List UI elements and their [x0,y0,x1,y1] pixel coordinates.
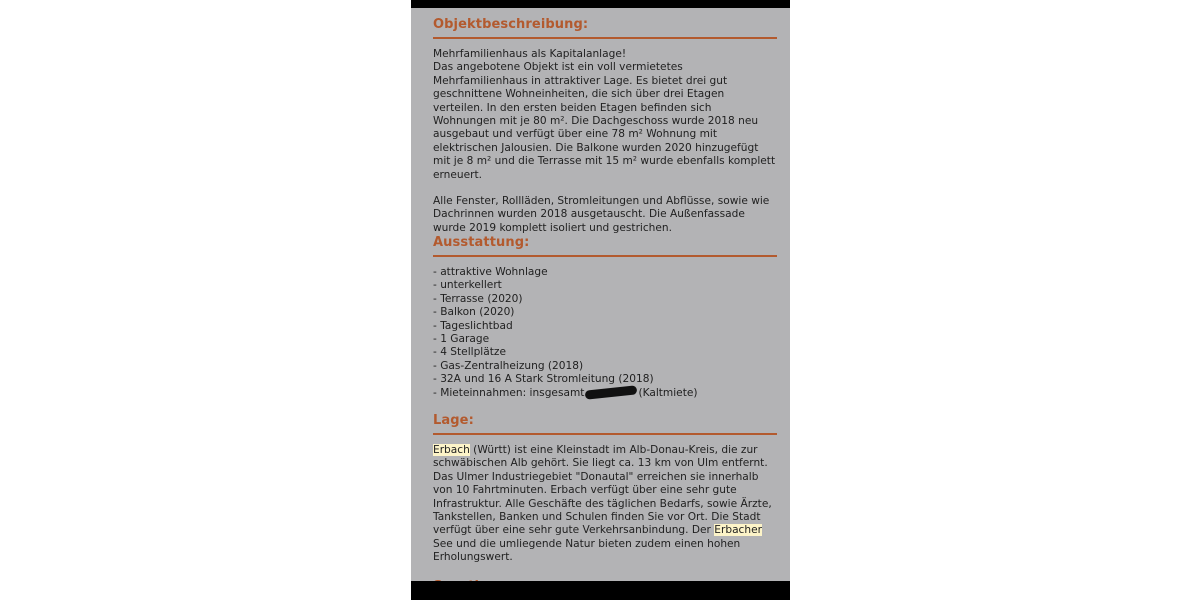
heading-divider [433,37,777,39]
listing-page[interactable] [411,8,790,581]
section-lage [433,413,777,565]
feature-list [433,266,777,400]
highlighted-text: Erbach [433,444,470,456]
list-item: - Balkon (2020) [433,306,515,319]
section-heading: Lage: [433,413,474,428]
rent-label: - Mieteinnahmen: insgesamt [433,386,585,399]
section-body [433,48,777,235]
list-item: - attraktive Wohnlage [433,266,548,278]
list-item: - 1 Garage [433,333,490,346]
heading-divider [433,433,777,435]
list-item: - Gas-Zentralheizung (2018) [433,359,584,372]
paragraph-title: Mehrfamilienhaus als Kapitalanlage! [433,48,627,60]
bottom-black-bar [411,581,790,600]
paragraph: Alle Fenster, Rollläden, Stromleitungen und Abflüsse, sowie wie Dachrinnen wurden 2018 ausgetauscht. Die Außenfassade wurde 2019 komplett isoliert und gestrichen. [433,195,770,234]
highlighted-text: Erbacher [714,524,762,537]
section-objektbeschreibung [433,17,777,235]
section-heading: Ausstattung: [433,235,530,250]
heading-divider [433,255,777,257]
list-item-rent [433,387,777,400]
rent-suffix: (Kaltmiete) [638,386,698,399]
section-heading: Objektbeschreibung: [433,17,589,32]
list-item: - 32A und 16 A Stark Stromleitung (2018) [433,373,654,386]
list-item: - Tageslichtbad [433,319,513,332]
phone-screen [411,0,790,600]
paragraph: Das angebotene Objekt ist ein voll vermietetes Mehrfamilienhaus in attraktiver Lage. Es bietet drei gut geschnittene Wohneinheiten, die sich über drei Etagen verteilen. In den ersten beiden Etagen befinden sich Wohnungen mit je 80 m². Die Dachgeschoss wurde 2018 neu ausgebaut und verfügt über eine 78 m² Wohnung mit elektrischen Jalousien. Die Balkone wurden 2020 hinzugefügt mit je 8 m² und die Terrasse mit 15 m² wurde ebenfalls komplett erneuert. [433,61,776,181]
section-body [433,444,777,565]
section-ausstattung [433,235,777,400]
paragraph [433,444,777,565]
list-item: - Terrasse (2020) [433,292,523,305]
paragraph-text: (Württ) ist eine Kleinstadt im Alb-Donau-Kreis, die zur schwäbischen Alb gehört. Sie liegt ca. 13 km von Ulm entfernt. Das Ulmer Industriegebiet "Donautal" erreichen sie innerhalb von 10 Fahrtminuten. Erbach verfügt über eine sehr gute Infrastruktur. Alle Geschäfte des täglichen Bedarfs, sowie Ärzte, Tankstellen, Banken und Schulen finden Sie vor Ort. Die Stadt verfügt über eine sehr gute Verkehrsanbindung. Der [433,444,772,537]
redaction-mark [585,385,638,399]
paragraph-text: See und die umliegende Natur bieten zudem einen hohen Erholungswert. [433,537,741,564]
list-item: - 4 Stellplätze [433,346,506,359]
list-item: - unterkellert [433,279,502,292]
